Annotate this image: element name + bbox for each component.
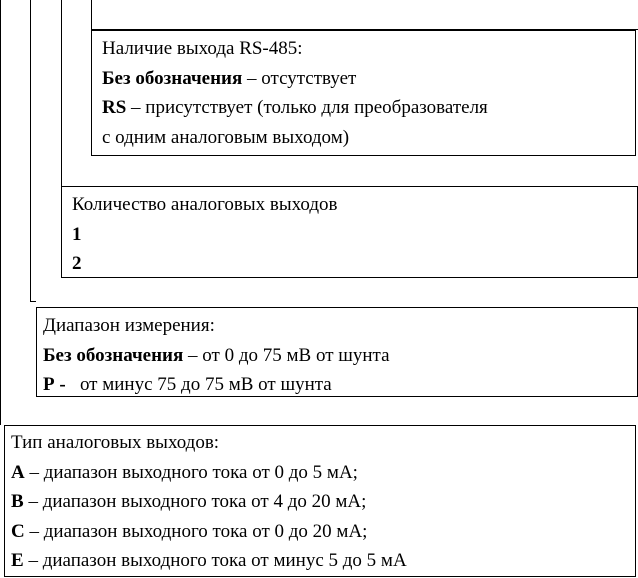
output-type-item bbox=[11, 458, 629, 488]
rs485-option-rs bbox=[102, 93, 625, 123]
output-type-item-code: В bbox=[11, 491, 24, 512]
range-option-p-text: от минус 75 до 75 мВ от шунта bbox=[65, 374, 332, 395]
range-option-none-code: Без обозначения bbox=[43, 344, 184, 366]
connector-line-2 bbox=[30, 0, 31, 302]
output-type-item bbox=[11, 487, 629, 517]
rs485-option-none bbox=[102, 64, 625, 94]
outputs-count-title: Количество аналоговых выходов bbox=[72, 194, 338, 215]
connector-line-1 bbox=[0, 0, 1, 425]
outputs-count-box bbox=[61, 186, 638, 278]
connector-line-2-base bbox=[30, 301, 36, 302]
output-type-item-text: – диапазон выходного тока от 0 до 5 мА; bbox=[24, 461, 358, 483]
range-title: Диапазон измерения: bbox=[43, 315, 215, 336]
output-type-item bbox=[11, 546, 629, 576]
output-type-item-text: – диапазон выходного тока от минус 5 до 5 мА bbox=[23, 550, 407, 571]
range-option-p-code: Р - bbox=[43, 374, 66, 395]
output-type-item-code: Е bbox=[11, 550, 24, 571]
output-type-item bbox=[11, 517, 629, 547]
output-type-item-text: – диапазон выходного тока от 0 до 20 мА; bbox=[24, 520, 368, 542]
range-option-p bbox=[43, 370, 631, 400]
rs485-option-none-text: – отсутствует bbox=[242, 67, 357, 89]
connector-line-3 bbox=[61, 0, 62, 186]
range-option-none-text: – от 0 до 75 мВ от шунта bbox=[183, 344, 390, 366]
rs485-option-none-code: Без обозначения bbox=[102, 67, 243, 89]
connector-line-4 bbox=[91, 0, 92, 30]
range-option-none bbox=[43, 341, 631, 371]
rs485-option-rs-code: RS bbox=[102, 97, 127, 118]
output-type-item-code: А bbox=[11, 461, 25, 483]
output-type-item-code: С bbox=[11, 520, 25, 542]
rs485-option-rs-cont: с одним аналоговым выходом) bbox=[102, 126, 350, 148]
output-type-title: Тип аналоговых выходов: bbox=[11, 432, 220, 453]
range-box bbox=[36, 307, 638, 397]
rs485-title: Наличие выхода RS-485: bbox=[102, 38, 303, 59]
outputs-count-option-2: 2 bbox=[72, 253, 82, 274]
outputs-count-option-1: 1 bbox=[72, 223, 82, 245]
output-type-box bbox=[4, 425, 636, 577]
rs485-option-rs-text: – присутствует (только для преобразователя bbox=[126, 97, 488, 118]
output-type-item-text: – диапазон выходного тока от 4 до 20 мА; bbox=[23, 491, 367, 512]
rs485-box bbox=[91, 30, 636, 156]
